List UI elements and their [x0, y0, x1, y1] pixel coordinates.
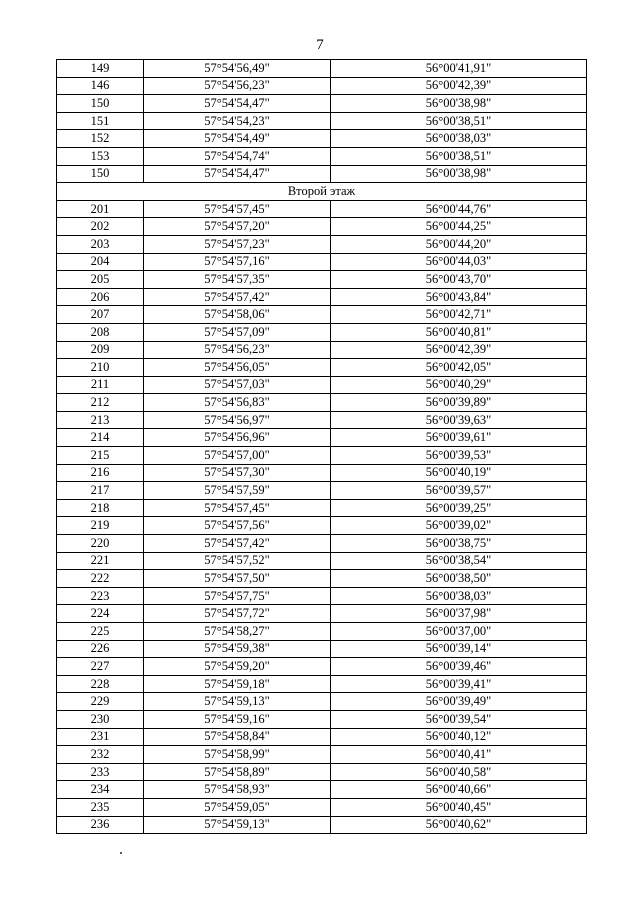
- longitude-cell: 56°00'38,54": [331, 552, 587, 570]
- table-row: [57, 147, 587, 165]
- longitude-cell: 56°00'44,20": [331, 235, 587, 253]
- latitude-cell: 57°54'59,38": [144, 640, 331, 658]
- point-number-cell: 152: [57, 130, 144, 148]
- latitude-cell: 57°54'58,93": [144, 781, 331, 799]
- longitude-cell: 56°00'39,61": [331, 429, 587, 447]
- point-number-cell: 236: [57, 816, 144, 834]
- point-number-cell: 229: [57, 693, 144, 711]
- longitude-cell: 56°00'39,02": [331, 517, 587, 535]
- longitude-cell: 56°00'39,57": [331, 482, 587, 500]
- longitude-cell: 56°00'41,91": [331, 60, 587, 78]
- table-row: [57, 675, 587, 693]
- table-row: [57, 640, 587, 658]
- latitude-cell: 57°54'59,20": [144, 658, 331, 676]
- latitude-cell: 57°54'59,18": [144, 675, 331, 693]
- point-number-cell: 211: [57, 376, 144, 394]
- point-number-cell: 150: [57, 165, 144, 183]
- table-row: [57, 429, 587, 447]
- longitude-cell: 56°00'39,54": [331, 710, 587, 728]
- table-row: [57, 341, 587, 359]
- longitude-cell: 56°00'38,03": [331, 130, 587, 148]
- point-number-cell: 233: [57, 763, 144, 781]
- point-number-cell: 231: [57, 728, 144, 746]
- longitude-cell: 56°00'42,71": [331, 306, 587, 324]
- latitude-cell: 57°54'57,45": [144, 499, 331, 517]
- latitude-cell: 57°54'54,47": [144, 165, 331, 183]
- latitude-cell: 57°54'57,59": [144, 482, 331, 500]
- latitude-cell: 57°54'59,05": [144, 798, 331, 816]
- latitude-cell: 57°54'57,35": [144, 271, 331, 289]
- table-row: [57, 235, 587, 253]
- longitude-cell: 56°00'37,98": [331, 605, 587, 623]
- table-row: [57, 60, 587, 78]
- point-number-cell: 202: [57, 218, 144, 236]
- latitude-cell: 57°54'58,99": [144, 746, 331, 764]
- page-number: 7: [316, 37, 324, 53]
- table-row: [57, 253, 587, 271]
- table-row: [57, 165, 587, 183]
- longitude-cell: 56°00'42,05": [331, 359, 587, 377]
- latitude-cell: 57°54'56,97": [144, 411, 331, 429]
- point-number-cell: 235: [57, 798, 144, 816]
- point-number-cell: 220: [57, 535, 144, 553]
- coordinates-table-body: [57, 60, 587, 834]
- latitude-cell: 57°54'57,16": [144, 253, 331, 271]
- point-number-cell: 146: [57, 77, 144, 95]
- table-row: [57, 552, 587, 570]
- section-title: Второй этаж: [57, 183, 587, 201]
- table-row: [57, 394, 587, 412]
- point-number-cell: 219: [57, 517, 144, 535]
- latitude-cell: 57°54'57,03": [144, 376, 331, 394]
- longitude-cell: 56°00'40,66": [331, 781, 587, 799]
- latitude-cell: 57°54'57,09": [144, 323, 331, 341]
- point-number-cell: 230: [57, 710, 144, 728]
- longitude-cell: 56°00'38,98": [331, 95, 587, 113]
- point-number-cell: 212: [57, 394, 144, 412]
- table-row: [57, 464, 587, 482]
- latitude-cell: 57°54'59,13": [144, 693, 331, 711]
- latitude-cell: 57°54'57,45": [144, 200, 331, 218]
- longitude-cell: 56°00'42,39": [331, 77, 587, 95]
- table-row: [57, 482, 587, 500]
- table-row: [57, 95, 587, 113]
- longitude-cell: 56°00'38,03": [331, 587, 587, 605]
- point-number-cell: 226: [57, 640, 144, 658]
- table-row: [57, 605, 587, 623]
- table-row: [57, 658, 587, 676]
- table-row: [57, 781, 587, 799]
- table-row: [57, 746, 587, 764]
- latitude-cell: 57°54'57,50": [144, 570, 331, 588]
- longitude-cell: 56°00'40,12": [331, 728, 587, 746]
- latitude-cell: 57°54'57,23": [144, 235, 331, 253]
- table-row: [57, 447, 587, 465]
- latitude-cell: 57°54'56,96": [144, 429, 331, 447]
- latitude-cell: 57°54'56,23": [144, 341, 331, 359]
- table-row: [57, 570, 587, 588]
- point-number-cell: 222: [57, 570, 144, 588]
- table-row: [57, 376, 587, 394]
- table-row: [57, 763, 587, 781]
- point-number-cell: 205: [57, 271, 144, 289]
- longitude-cell: 56°00'40,62": [331, 816, 587, 834]
- table-row: [57, 798, 587, 816]
- point-number-cell: 210: [57, 359, 144, 377]
- point-number-cell: 232: [57, 746, 144, 764]
- latitude-cell: 57°54'56,49": [144, 60, 331, 78]
- longitude-cell: 56°00'43,70": [331, 271, 587, 289]
- longitude-cell: 56°00'38,51": [331, 147, 587, 165]
- point-number-cell: 234: [57, 781, 144, 799]
- point-number-cell: 221: [57, 552, 144, 570]
- table-row: [57, 728, 587, 746]
- table-row: [57, 816, 587, 834]
- latitude-cell: 57°54'58,84": [144, 728, 331, 746]
- longitude-cell: 56°00'40,41": [331, 746, 587, 764]
- table-row: [57, 271, 587, 289]
- longitude-cell: 56°00'38,51": [331, 112, 587, 130]
- latitude-cell: 57°54'57,42": [144, 535, 331, 553]
- point-number-cell: 227: [57, 658, 144, 676]
- point-number-cell: 153: [57, 147, 144, 165]
- longitude-cell: 56°00'38,50": [331, 570, 587, 588]
- longitude-cell: 56°00'44,25": [331, 218, 587, 236]
- latitude-cell: 57°54'54,47": [144, 95, 331, 113]
- latitude-cell: 57°54'57,42": [144, 288, 331, 306]
- point-number-cell: 204: [57, 253, 144, 271]
- latitude-cell: 57°54'59,13": [144, 816, 331, 834]
- table-row: [57, 710, 587, 728]
- longitude-cell: 56°00'42,39": [331, 341, 587, 359]
- longitude-cell: 56°00'39,49": [331, 693, 587, 711]
- point-number-cell: 217: [57, 482, 144, 500]
- table-row: [57, 130, 587, 148]
- longitude-cell: 56°00'39,53": [331, 447, 587, 465]
- table-row: [57, 359, 587, 377]
- table-row: [57, 112, 587, 130]
- point-number-cell: 216: [57, 464, 144, 482]
- latitude-cell: 57°54'57,52": [144, 552, 331, 570]
- latitude-cell: 57°54'59,16": [144, 710, 331, 728]
- longitude-cell: 56°00'40,29": [331, 376, 587, 394]
- latitude-cell: 57°54'57,00": [144, 447, 331, 465]
- point-number-cell: 149: [57, 60, 144, 78]
- point-number-cell: 206: [57, 288, 144, 306]
- point-number-cell: 151: [57, 112, 144, 130]
- longitude-cell: 56°00'38,75": [331, 535, 587, 553]
- latitude-cell: 57°54'57,56": [144, 517, 331, 535]
- point-number-cell: 150: [57, 95, 144, 113]
- point-number-cell: 214: [57, 429, 144, 447]
- point-number-cell: 208: [57, 323, 144, 341]
- latitude-cell: 57°54'54,49": [144, 130, 331, 148]
- longitude-cell: 56°00'39,25": [331, 499, 587, 517]
- point-number-cell: 223: [57, 587, 144, 605]
- table-row: [57, 200, 587, 218]
- latitude-cell: 57°54'57,20": [144, 218, 331, 236]
- latitude-cell: 57°54'56,05": [144, 359, 331, 377]
- table-row: [57, 411, 587, 429]
- latitude-cell: 57°54'54,74": [144, 147, 331, 165]
- table-row: [57, 306, 587, 324]
- table-row: [57, 218, 587, 236]
- latitude-cell: 57°54'57,30": [144, 464, 331, 482]
- latitude-cell: 57°54'54,23": [144, 112, 331, 130]
- longitude-cell: 56°00'39,89": [331, 394, 587, 412]
- longitude-cell: 56°00'43,84": [331, 288, 587, 306]
- longitude-cell: 56°00'38,98": [331, 165, 587, 183]
- table-row: [57, 517, 587, 535]
- point-number-cell: 218: [57, 499, 144, 517]
- longitude-cell: 56°00'37,00": [331, 623, 587, 641]
- longitude-cell: 56°00'39,63": [331, 411, 587, 429]
- scan-speck: [120, 852, 122, 854]
- point-number-cell: 201: [57, 200, 144, 218]
- point-number-cell: 225: [57, 623, 144, 641]
- latitude-cell: 57°54'58,89": [144, 763, 331, 781]
- latitude-cell: 57°54'56,23": [144, 77, 331, 95]
- latitude-cell: 57°54'56,83": [144, 394, 331, 412]
- point-number-cell: 228: [57, 675, 144, 693]
- longitude-cell: 56°00'39,14": [331, 640, 587, 658]
- point-number-cell: 213: [57, 411, 144, 429]
- longitude-cell: 56°00'40,58": [331, 763, 587, 781]
- latitude-cell: 57°54'58,27": [144, 623, 331, 641]
- point-number-cell: 224: [57, 605, 144, 623]
- latitude-cell: 57°54'57,75": [144, 587, 331, 605]
- longitude-cell: 56°00'40,45": [331, 798, 587, 816]
- table-row: [57, 535, 587, 553]
- longitude-cell: 56°00'44,76": [331, 200, 587, 218]
- point-number-cell: 203: [57, 235, 144, 253]
- longitude-cell: 56°00'39,41": [331, 675, 587, 693]
- table-row: [57, 693, 587, 711]
- longitude-cell: 56°00'39,46": [331, 658, 587, 676]
- point-number-cell: 207: [57, 306, 144, 324]
- table-row: [57, 623, 587, 641]
- latitude-cell: 57°54'58,06": [144, 306, 331, 324]
- longitude-cell: 56°00'44,03": [331, 253, 587, 271]
- table-row: [57, 587, 587, 605]
- table-row: [57, 323, 587, 341]
- table-row: [57, 499, 587, 517]
- longitude-cell: 56°00'40,81": [331, 323, 587, 341]
- point-number-cell: 209: [57, 341, 144, 359]
- coordinates-table: [56, 59, 587, 834]
- table-row: [57, 77, 587, 95]
- point-number-cell: 215: [57, 447, 144, 465]
- section-header-row: [57, 183, 587, 201]
- table-row: [57, 288, 587, 306]
- longitude-cell: 56°00'40,19": [331, 464, 587, 482]
- latitude-cell: 57°54'57,72": [144, 605, 331, 623]
